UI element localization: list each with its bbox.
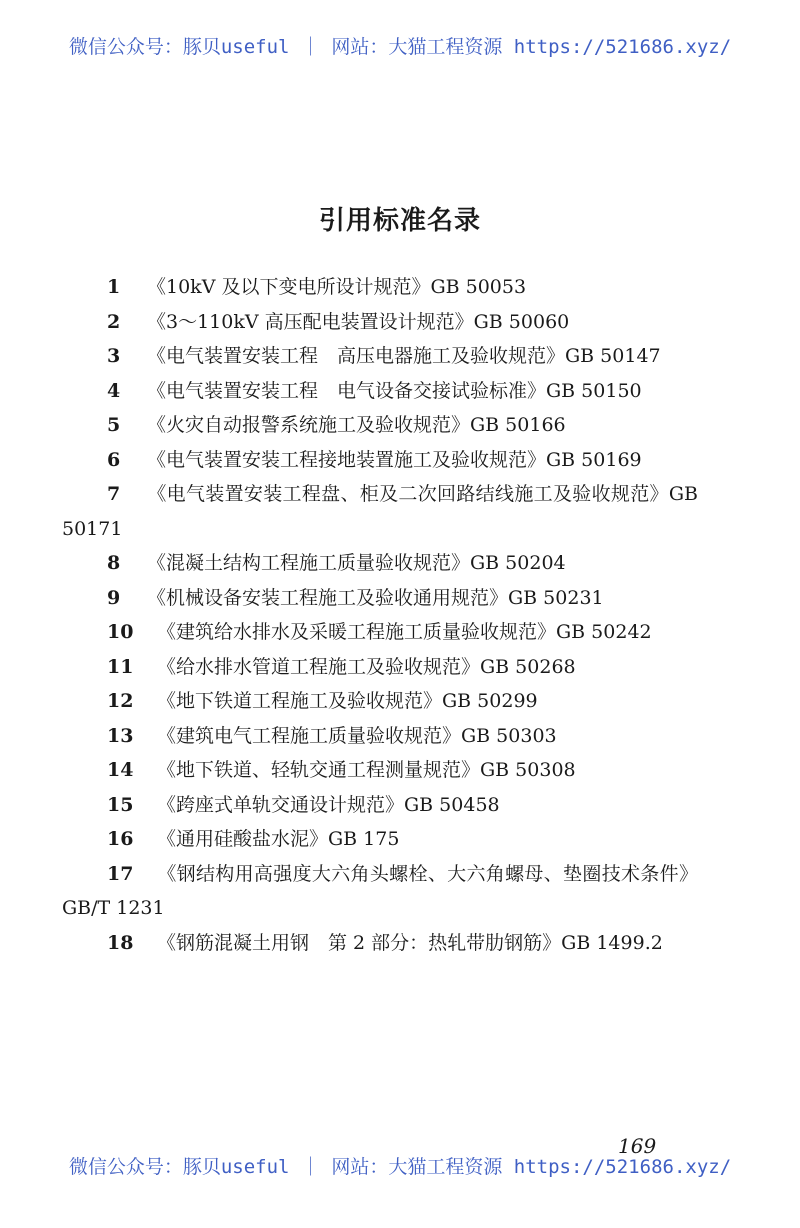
reference-text: 《钢筋混凝土用钢 第 2 部分：热轧带肋钢筋》GB 1499.2 xyxy=(157,931,663,954)
reference-number: 8 xyxy=(107,552,121,574)
reference-number: 10 xyxy=(107,621,134,643)
page-number: 169 xyxy=(618,1134,657,1158)
reference-item xyxy=(62,374,698,409)
reference-item xyxy=(62,822,698,857)
reference-number: 15 xyxy=(107,793,134,816)
reference-item xyxy=(62,753,698,788)
reference-item xyxy=(62,477,698,546)
reference-text: 《机械设备安装工程施工及验收通用规范》GB 50231 xyxy=(147,586,604,609)
reference-number: 7 xyxy=(107,483,121,505)
reference-number: 17 xyxy=(107,862,134,885)
reference-item xyxy=(62,788,698,823)
reference-number: 18 xyxy=(107,931,134,954)
reference-item xyxy=(62,305,698,340)
reference-text: 《地下铁道、轻轨交通工程测量规范》GB 50308 xyxy=(157,759,576,781)
reference-number: 9 xyxy=(107,586,121,609)
reference-item xyxy=(62,650,698,685)
reference-item xyxy=(62,270,698,305)
reference-item xyxy=(62,546,698,581)
reference-text: 《3～110kV 高压配电装置设计规范》GB 50060 xyxy=(147,310,570,333)
reference-text: 《建筑电气工程施工质量验收规范》GB 50303 xyxy=(157,724,557,747)
reference-number: 12 xyxy=(107,690,134,712)
reference-text: 《10kV 及以下变电所设计规范》GB 50053 xyxy=(147,276,527,298)
reference-number: 5 xyxy=(107,414,121,436)
reference-number: 2 xyxy=(107,310,121,333)
watermark-bottom: 微信公众号：豚贝useful ｜ 网站：大猫工程资源 https://521686.xyz/ xyxy=(68,1156,732,1178)
reference-text: 《电气装置安装工程 高压电器施工及验收规范》GB 50147 xyxy=(147,345,661,367)
reference-text: 《电气装置安装工程接地装置施工及验收规范》GB 50169 xyxy=(147,448,642,471)
reference-text: 《电气装置安装工程盘、柜及二次回路结线施工及验收规范》GB 50171 xyxy=(62,483,698,540)
reference-number: 6 xyxy=(107,448,121,471)
reference-text: 《火灾自动报警系统施工及验收规范》GB 50166 xyxy=(147,414,566,436)
watermark-top: 微信公众号：豚贝useful ｜ 网站：大猫工程资源 https://521686.xyz/ xyxy=(68,36,732,58)
reference-item xyxy=(62,857,698,926)
reference-item xyxy=(62,719,698,754)
reference-text: 《建筑给水排水及采暖工程施工质量验收规范》GB 50242 xyxy=(157,621,652,643)
reference-item xyxy=(62,615,698,650)
reference-list xyxy=(62,270,698,960)
reference-item xyxy=(62,684,698,719)
reference-number: 1 xyxy=(107,276,121,298)
reference-item xyxy=(62,581,698,616)
reference-text: 《通用硅酸盐水泥》GB 175 xyxy=(157,828,400,850)
reference-number: 11 xyxy=(107,655,134,678)
reference-item xyxy=(62,339,698,374)
reference-text: 《地下铁道工程施工及验收规范》GB 50299 xyxy=(157,690,538,712)
page-title: 引用标准名录 xyxy=(318,206,481,237)
reference-number: 13 xyxy=(107,724,134,747)
reference-number: 3 xyxy=(107,345,121,367)
reference-text: 《钢结构用高强度大六角头螺栓、大六角螺母、垫圈技术条件》GB/T 1231 xyxy=(62,862,698,919)
reference-text: 《给水排水管道工程施工及验收规范》GB 50268 xyxy=(157,655,576,678)
reference-text: 《电气装置安装工程 电气设备交接试验标准》GB 50150 xyxy=(147,379,642,402)
reference-item xyxy=(62,408,698,443)
reference-number: 14 xyxy=(107,759,134,781)
reference-number: 16 xyxy=(107,828,134,850)
reference-text: 《跨座式单轨交通设计规范》GB 50458 xyxy=(157,793,500,816)
reference-item xyxy=(62,443,698,478)
reference-number: 4 xyxy=(107,379,121,402)
reference-item xyxy=(62,926,698,961)
reference-text: 《混凝土结构工程施工质量验收规范》GB 50204 xyxy=(147,552,566,574)
